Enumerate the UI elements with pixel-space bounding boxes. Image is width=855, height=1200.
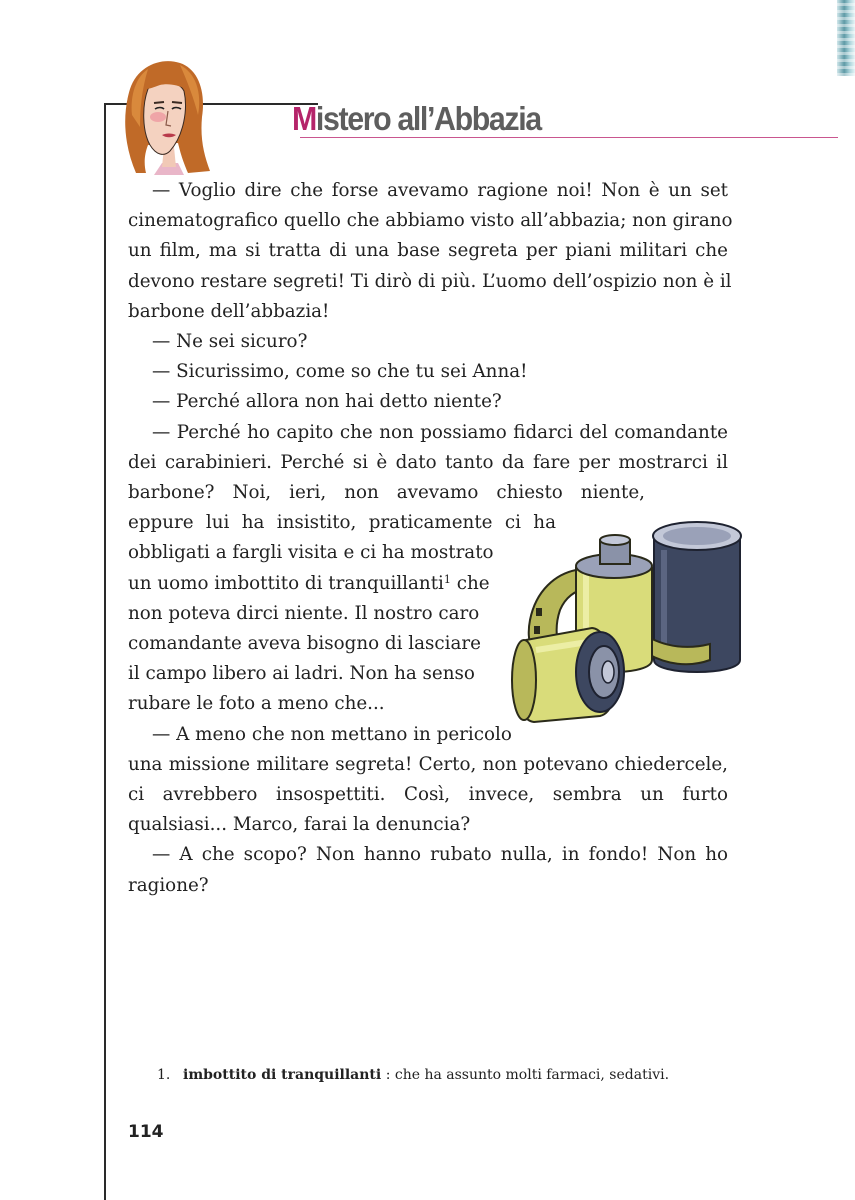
paragraph-2 xyxy=(128,327,728,357)
title-initial: M xyxy=(292,100,316,137)
text-line: dei carabinieri. Perché si è dato tanto da fare per mostrarci il xyxy=(128,451,728,473)
text-line: barbone? Noi, ieri, non avevamo chiesto niente, xyxy=(128,482,645,504)
text-line: — Perché allora non hai detto niente? xyxy=(152,391,502,413)
text-line: qualsiasi... Marco, farai la denuncia? xyxy=(128,814,471,836)
text-line: una missione militare segreta! Certo, non potevano chiedercele, xyxy=(128,753,728,775)
text-line: — Perché ho capito che non possiamo fidarci del comandante xyxy=(152,421,728,443)
text-line: — Ne sei sicuro? xyxy=(152,331,308,353)
girl-portrait-illustration xyxy=(118,55,210,175)
paragraph-4 xyxy=(128,387,728,417)
chapter-title xyxy=(292,100,541,138)
text-line: barbone dell’abbazia! xyxy=(128,300,330,322)
text-line: eppure lui ha insistito, praticamente ci ha xyxy=(128,512,556,534)
text-line: ci avrebbero insospettiti. Così, invece, sembra un furto xyxy=(128,784,728,806)
margin-rule xyxy=(104,104,106,1200)
text-line: devono restare segreti! Ti dirò di più. L’uomo dell’ospizio non è il xyxy=(128,270,732,292)
footnote xyxy=(157,1067,669,1083)
text-line: — A meno che non mettano in pericolo xyxy=(152,723,512,745)
footnote-term: imbottito di tranquillanti xyxy=(183,1067,382,1083)
paragraph-3 xyxy=(128,357,728,387)
text-fragment: un uomo imbottito di tranquillanti xyxy=(128,572,444,594)
decorative-corner-strip xyxy=(837,0,855,76)
film-canisters-illustration xyxy=(496,510,758,732)
paragraph-7 xyxy=(128,840,728,900)
text-line: — Sicurissimo, come so che tu sei Anna! xyxy=(152,361,528,383)
paragraph-1 xyxy=(128,176,733,327)
text-line: un film, ma si tratta di una base segreta per piani militari che xyxy=(128,240,728,262)
footnote-number: 1. xyxy=(157,1067,171,1083)
text-line: obbligati a fargli visita e ci ha mostrato xyxy=(128,542,494,564)
page-number: 114 xyxy=(128,1122,164,1142)
text-line: il campo libero ai ladri. Non ha senso xyxy=(128,663,475,685)
text-line: — Voglio dire che forse avevamo ragione noi! Non è un set xyxy=(152,180,728,201)
text-line: rubare le foto a meno che... xyxy=(128,693,385,715)
text-line: ragione? xyxy=(128,874,209,896)
text-line: non poteva dirci niente. Il nostro caro xyxy=(128,602,480,624)
footnote-definition: : che ha assunto molti farmaci, sedativi. xyxy=(385,1067,670,1083)
paragraph-6 xyxy=(128,720,728,841)
text-fragment: che xyxy=(456,572,490,594)
title-rest: istero all’Abbazia xyxy=(315,100,541,137)
text-line: — A che scopo? Non hanno rubato nulla, in fondo! Non ho xyxy=(152,844,728,866)
text-line: cinematografico quello che abbiamo visto all’abbazia; non girano xyxy=(128,210,733,232)
text-line: comandante aveva bisogno di lasciare xyxy=(128,633,481,655)
footnote-reference: 1 xyxy=(443,572,451,586)
